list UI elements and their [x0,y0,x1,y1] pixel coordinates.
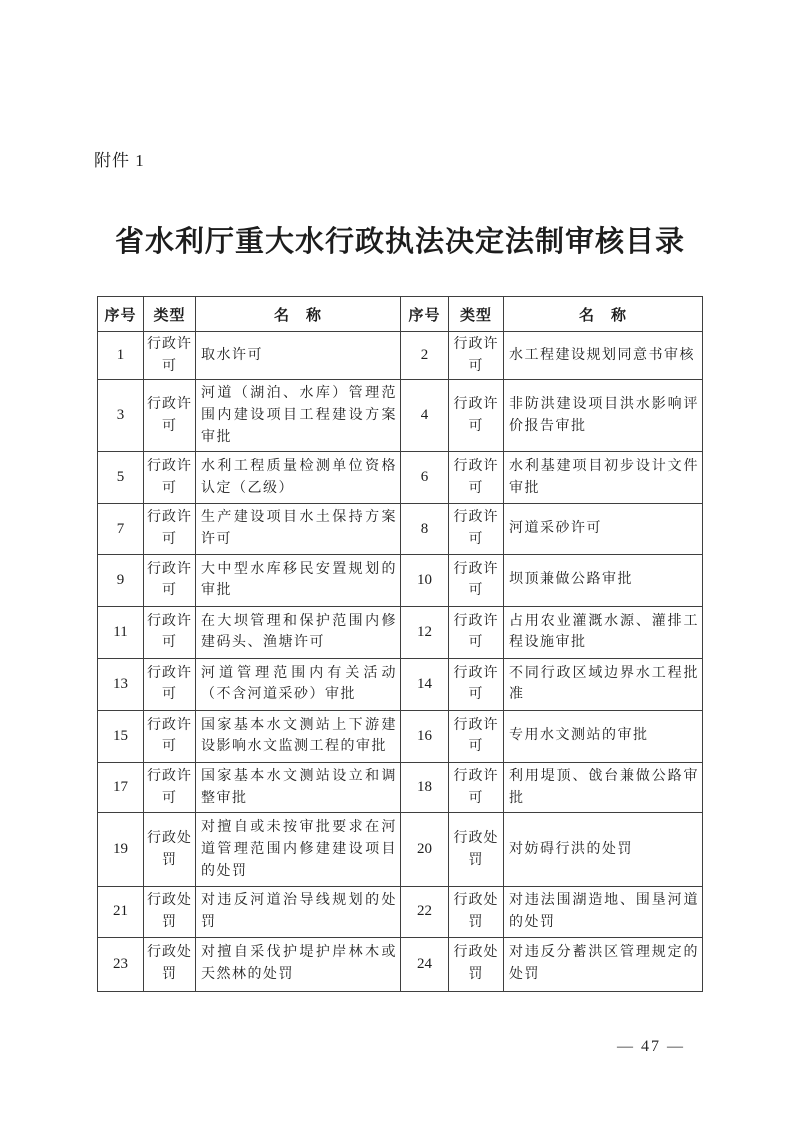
type-cell-right: 行政许可 [449,380,504,452]
page-title: 省水利厅重大水行政执法决定法制审核目录 [114,226,685,258]
type-cell-left: 行政许可 [144,504,196,554]
type-cell-right: 行政许可 [449,606,504,658]
name-cell-left: 对擅自采伐护堤护岸林木或天然林的处罚 [196,937,401,991]
seq-cell-right: 4 [401,380,449,452]
table-row [98,504,703,554]
header-type-left: 类型 [144,297,196,332]
seq-cell-right: 16 [401,710,449,762]
name-cell-right: 不同行政区域边界水工程批准 [504,658,703,710]
type-cell-left: 行政处罚 [144,937,196,991]
seq-cell-left: 9 [98,554,144,606]
seq-cell-right: 10 [401,554,449,606]
name-cell-left: 对擅自或未按审批要求在河道管理范围内修建建设项目的处罚 [196,813,401,887]
catalog-table [97,296,703,992]
seq-cell-left: 19 [98,813,144,887]
name-cell-left: 国家基本水文测站上下游建设影响水文监测工程的审批 [196,710,401,762]
name-cell-left: 在大坝管理和保护范围内修建码头、渔塘许可 [196,606,401,658]
name-cell-right: 河道采砂许可 [504,504,703,554]
type-cell-right: 行政处罚 [449,813,504,887]
header-name-right: 名 称 [504,297,703,332]
seq-cell-right: 24 [401,937,449,991]
seq-cell-left: 15 [98,710,144,762]
seq-cell-right: 2 [401,332,449,380]
name-cell-right: 专用水文测站的审批 [504,710,703,762]
type-cell-right: 行政许可 [449,504,504,554]
table-row [98,813,703,887]
type-cell-left: 行政处罚 [144,887,196,937]
seq-cell-left: 13 [98,658,144,710]
table-row [98,762,703,812]
seq-cell-right: 18 [401,762,449,812]
type-cell-right: 行政处罚 [449,937,504,991]
catalog-table-body [98,332,703,992]
type-cell-right: 行政许可 [449,332,504,380]
name-cell-right: 对违法围湖造地、围垦河道的处罚 [504,887,703,937]
seq-cell-right: 6 [401,452,449,504]
seq-cell-left: 5 [98,452,144,504]
seq-cell-left: 1 [98,332,144,380]
seq-cell-left: 21 [98,887,144,937]
type-cell-right: 行政许可 [449,762,504,812]
table-header-row [98,297,703,332]
type-cell-left: 行政许可 [144,710,196,762]
seq-cell-left: 3 [98,380,144,452]
header-type-right: 类型 [449,297,504,332]
header-seq-left: 序号 [98,297,144,332]
name-cell-right: 对妨碍行洪的处罚 [504,813,703,887]
type-cell-right: 行政处罚 [449,887,504,937]
name-cell-right: 占用农业灌溉水源、灌排工程设施审批 [504,606,703,658]
seq-cell-right: 20 [401,813,449,887]
name-cell-left: 对违反河道治导线规划的处罚 [196,887,401,937]
seq-cell-right: 22 [401,887,449,937]
table-row [98,452,703,504]
attachment-label: 附件 1 [94,151,145,170]
name-cell-right: 利用堤顶、戗台兼做公路审批 [504,762,703,812]
table-row [98,554,703,606]
seq-cell-right: 12 [401,606,449,658]
name-cell-right: 非防洪建设项目洪水影响评价报告审批 [504,380,703,452]
table-row [98,380,703,452]
header-seq-right: 序号 [401,297,449,332]
type-cell-left: 行政许可 [144,606,196,658]
type-cell-right: 行政许可 [449,452,504,504]
seq-cell-right: 8 [401,504,449,554]
type-cell-left: 行政许可 [144,762,196,812]
type-cell-left: 行政许可 [144,554,196,606]
seq-cell-left: 7 [98,504,144,554]
type-cell-right: 行政许可 [449,710,504,762]
table-row [98,887,703,937]
name-cell-left: 生产建设项目水土保持方案许可 [196,504,401,554]
type-cell-right: 行政许可 [449,554,504,606]
name-cell-right: 水工程建设规划同意书审核 [504,332,703,380]
header-name-left: 名 称 [196,297,401,332]
seq-cell-left: 17 [98,762,144,812]
table-row [98,606,703,658]
seq-cell-left: 23 [98,937,144,991]
type-cell-left: 行政许可 [144,658,196,710]
name-cell-left: 水利工程质量检测单位资格认定（乙级） [196,452,401,504]
table-row [98,658,703,710]
name-cell-left: 大中型水库移民安置规划的审批 [196,554,401,606]
seq-cell-right: 14 [401,658,449,710]
page-number: — 47 — [617,1038,685,1055]
table-row [98,937,703,991]
table-row [98,332,703,380]
seq-cell-left: 11 [98,606,144,658]
type-cell-right: 行政许可 [449,658,504,710]
name-cell-right: 水利基建项目初步设计文件审批 [504,452,703,504]
name-cell-left: 河道管理范围内有关活动（不含河道采砂）审批 [196,658,401,710]
name-cell-left: 国家基本水文测站设立和调整审批 [196,762,401,812]
name-cell-right: 对违反分蓄洪区管理规定的处罚 [504,937,703,991]
name-cell-left: 取水许可 [196,332,401,380]
name-cell-left: 河道（湖泊、水库）管理范围内建设项目工程建设方案审批 [196,380,401,452]
name-cell-right: 坝顶兼做公路审批 [504,554,703,606]
type-cell-left: 行政许可 [144,380,196,452]
table-row [98,710,703,762]
type-cell-left: 行政许可 [144,452,196,504]
type-cell-left: 行政处罚 [144,813,196,887]
type-cell-left: 行政许可 [144,332,196,380]
